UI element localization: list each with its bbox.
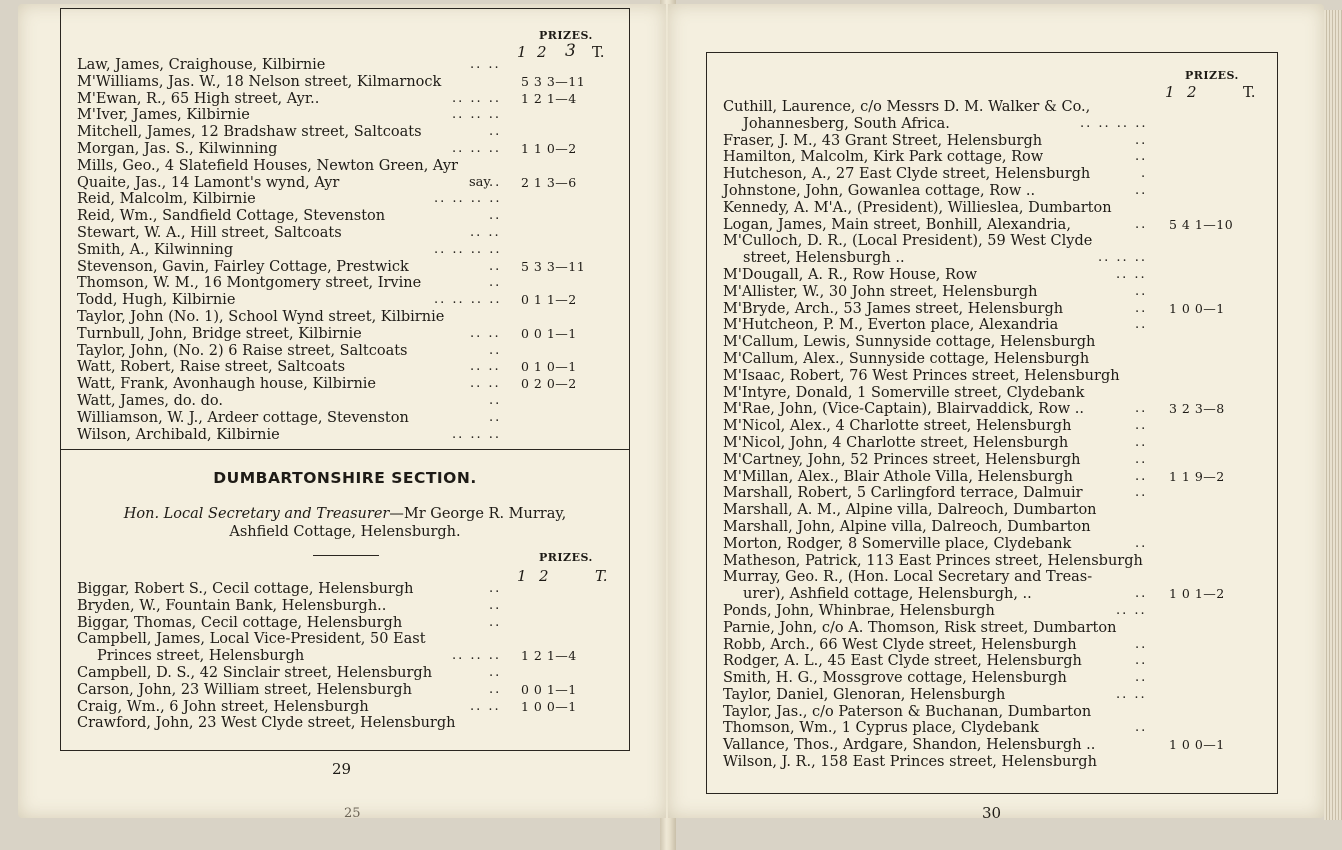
leader-dots: .. bbox=[1135, 283, 1148, 299]
entry-name: Taylor, Daniel, Glenoran, Helensburgh bbox=[723, 686, 1006, 703]
entry-name: Parnie, John, c/o A. Thomson, Risk street, Dumbarton bbox=[723, 619, 1117, 636]
col-total: T. bbox=[592, 43, 605, 61]
leader-dots: .. bbox=[489, 124, 502, 140]
entry-name: Turnbull, John, Bridge street, Kilbirnie bbox=[77, 325, 362, 342]
entry-name: Murray, Geo. R., (Hon. Local Secretary and Treas- bbox=[723, 569, 1093, 586]
leader-dots: .. bbox=[489, 664, 502, 680]
section-col-1: 1 bbox=[517, 567, 527, 585]
list-entry bbox=[723, 485, 1148, 502]
leader-dots: .. .. bbox=[470, 698, 501, 714]
entry-name: Todd, Hugh, Kilbirnie bbox=[77, 292, 236, 309]
prize-count: 1 2 1—4 bbox=[521, 90, 577, 106]
entry-name: Marshall, Robert, 5 Carlingford terrace, Dalmuir bbox=[723, 485, 1083, 502]
list-entry bbox=[77, 715, 456, 732]
entry-name: Quaite, Jas., 14 Lamont's wynd, Ayr bbox=[77, 174, 340, 191]
entry-name: M'Allister, W., 30 John street, Helensburgh bbox=[723, 283, 1038, 300]
leader-dots: .. .. .. .. bbox=[1080, 115, 1148, 131]
entry-name: Reid, Malcolm, Kilbirnie bbox=[77, 191, 256, 208]
list-entry bbox=[723, 317, 1148, 334]
list-entry bbox=[723, 619, 1117, 637]
leader-dots: .. bbox=[489, 581, 502, 596]
list-entry bbox=[723, 149, 1148, 166]
list-entry bbox=[723, 300, 1225, 318]
list-entry bbox=[77, 698, 577, 716]
list-entry bbox=[77, 581, 502, 598]
leader-dots: .. bbox=[489, 681, 502, 697]
entry-name: Wilson, J. R., 158 East Princes street, Helensburgh bbox=[723, 754, 1097, 771]
entry-name: M'Isaac, Robert, 76 West Princes street, Helensburgh bbox=[723, 367, 1120, 384]
leader-dots: .. bbox=[1135, 401, 1148, 417]
entry-name: Williamson, W. J., Ardeer cottage, Stevenston bbox=[77, 409, 409, 426]
list-entry bbox=[723, 535, 1148, 553]
entry-name: M'Nicol, John, 4 Charlotte street, Helensburgh bbox=[723, 434, 1069, 451]
leader-dots: .. bbox=[1135, 468, 1148, 484]
entry-name: M'Bryde, Arch., 53 James street, Helensburgh bbox=[723, 300, 1064, 317]
leader-dots: .. bbox=[1135, 182, 1148, 198]
entry-name: urer), Ashfield cottage, Helensburgh, .. bbox=[743, 586, 1032, 603]
leader-dots: .. bbox=[1135, 720, 1148, 736]
leader-dots: .. bbox=[489, 342, 502, 358]
prize-count: 0 0 1—1 bbox=[521, 325, 577, 341]
entry-name: M'Cartney, John, 52 Princes street, Helensburgh bbox=[723, 451, 1081, 468]
leader-dots: .. bbox=[1135, 149, 1148, 165]
entry-name: Bryden, W., Fountain Bank, Helensburgh.. bbox=[77, 597, 387, 614]
list-entry bbox=[723, 552, 1143, 570]
list-entry bbox=[723, 670, 1148, 687]
entry-name: Taylor, John (No. 1), School Wynd street, Kilbirnie bbox=[77, 308, 445, 325]
leader-dots: .. bbox=[1135, 535, 1148, 551]
entry-name: Thomson, W. M., 16 Montgomery street, Irvine bbox=[77, 275, 422, 292]
list-entry bbox=[77, 664, 502, 682]
leader-dots: . bbox=[1141, 166, 1148, 182]
list-entry bbox=[723, 468, 1225, 486]
entry-name: M'Intyre, Donald, 1 Somerville street, Clydebank bbox=[723, 384, 1085, 401]
prize-count: 0 1 0—1 bbox=[521, 359, 577, 375]
page-number-left: 29 bbox=[332, 760, 352, 778]
short-divider bbox=[313, 555, 379, 556]
list-entry bbox=[723, 182, 1148, 200]
section-col-2: 2 bbox=[539, 567, 549, 585]
entry-name: Smith, H. G., Mossgrove cottage, Helensburgh bbox=[723, 670, 1067, 687]
leader-dots: .. bbox=[489, 392, 502, 408]
page-number-shadow: 25 bbox=[344, 806, 361, 821]
leader-dots: .. .. bbox=[470, 376, 501, 392]
list-entry bbox=[723, 401, 1225, 418]
page-edges bbox=[1324, 10, 1342, 820]
list-entry bbox=[723, 502, 1097, 519]
entry-name: Morgan, Jas. S., Kilwinning bbox=[77, 140, 278, 157]
list-entry bbox=[723, 636, 1148, 654]
list-entry bbox=[723, 250, 1148, 267]
list-entry bbox=[723, 350, 1090, 368]
section-title: DUMBARTONSHIRE SECTION. bbox=[213, 469, 477, 487]
list-entry bbox=[723, 602, 1147, 620]
entry-name: Marshall, John, Alpine villa, Dalreoch, Dumbarton bbox=[723, 518, 1091, 535]
list-entry bbox=[723, 737, 1225, 754]
list-entry bbox=[723, 334, 1096, 351]
entry-name: Mitchell, James, 12 Bradshaw street, Saltcoats bbox=[77, 124, 422, 141]
leader-dots: .. bbox=[1135, 670, 1148, 686]
prizes-header: PRIZES. bbox=[539, 29, 593, 42]
entry-name: M'Dougall, A. R., Row House, Row bbox=[723, 266, 978, 283]
prizes-header-right: PRIZES. bbox=[1185, 69, 1239, 82]
col-total-right: T. bbox=[1243, 83, 1256, 101]
leader-dots: .. bbox=[1135, 434, 1148, 450]
list-entry bbox=[77, 681, 577, 699]
entry-name: M'Callum, Lewis, Sunnyside cottage, Helensburgh bbox=[723, 334, 1096, 351]
entry-name: Campbell, James, Local Vice-President, 50 East bbox=[77, 631, 426, 648]
entry-name: Robb, Arch., 66 West Clyde street, Helensburgh bbox=[723, 636, 1077, 653]
col-1: 1 bbox=[517, 43, 527, 61]
list-entry bbox=[77, 648, 577, 665]
entry-name: Watt, James, do. do. bbox=[77, 392, 223, 409]
prize-count: 1 0 0—1 bbox=[1169, 300, 1225, 316]
prize-count: 1 2 1—4 bbox=[521, 648, 577, 664]
entry-name: Carson, John, 23 William street, Helensburgh bbox=[77, 681, 412, 698]
list-entry bbox=[723, 166, 1148, 183]
list-entry bbox=[723, 518, 1091, 536]
section-col-total: T. bbox=[595, 567, 608, 585]
entry-name: Stevenson, Gavin, Fairley Cottage, Prestwick bbox=[77, 258, 409, 275]
list-entry bbox=[723, 451, 1148, 469]
entry-name: M'Culloch, D. R., (Local President), 59 West Clyde bbox=[723, 233, 1093, 250]
col-3: 3 bbox=[565, 41, 576, 61]
entry-name: Johnstone, John, Gowanlea cottage, Row .. bbox=[723, 182, 1036, 199]
leader-dots: .. .. .. .. bbox=[434, 241, 502, 257]
prize-count: 5 3 3—11 bbox=[521, 258, 586, 274]
secretary-name: —Mr George R. Murray, bbox=[389, 506, 567, 522]
leader-dots: .. .. bbox=[1116, 686, 1147, 702]
col-2: 2 bbox=[537, 43, 547, 61]
prize-count: 1 0 0—1 bbox=[1169, 737, 1225, 753]
entry-name: M'Ewan, R., 65 High street, Ayr.. bbox=[77, 90, 320, 107]
entry-name: Vallance, Thos., Ardgare, Shandon, Helensburgh .. bbox=[723, 737, 1096, 754]
leader-dots: .. bbox=[489, 208, 502, 224]
leader-dots: .. bbox=[489, 614, 502, 630]
leader-dots: .. bbox=[1135, 586, 1148, 602]
list-entry bbox=[723, 703, 1092, 721]
list-entry bbox=[77, 614, 502, 632]
entry-name: Thomson, Wm., 1 Cyprus place, Clydebank bbox=[723, 720, 1039, 737]
list-entry bbox=[723, 132, 1148, 150]
list-entry bbox=[723, 754, 1097, 771]
leader-dots: .. .. bbox=[470, 224, 501, 240]
leader-dots: .. bbox=[1135, 300, 1148, 316]
list-entry bbox=[723, 384, 1085, 402]
entry-name: Marshall, A. M., Alpine villa, Dalreoch, Dumbarton bbox=[723, 502, 1097, 519]
leader-dots: .. bbox=[1135, 216, 1148, 232]
right-page-frame bbox=[706, 52, 1278, 794]
list-entry bbox=[77, 631, 426, 648]
entry-name: Hutcheson, A., 27 East Clyde street, Helensburgh bbox=[723, 166, 1091, 183]
leader-dots: .. bbox=[489, 597, 502, 613]
entry-name: Watt, Frank, Avonhaugh house, Kilbirnie bbox=[77, 376, 376, 393]
entry-name: Smith, A., Kilwinning bbox=[77, 241, 234, 258]
entry-name: Morton, Rodger, 8 Somerville place, Clydebank bbox=[723, 535, 1072, 552]
leader-dots: .. .. bbox=[470, 359, 501, 375]
leader-dots: .. .. .. .. bbox=[434, 292, 502, 308]
list-entry bbox=[723, 418, 1148, 435]
entry-name: Craig, Wm., 6 John street, Helensburgh bbox=[77, 698, 369, 715]
leader-dots: .. bbox=[1135, 485, 1148, 501]
entry-name: Kennedy, A. M'A., (President), Willieslea, Dumbarton bbox=[723, 199, 1112, 216]
section-prizes-header: PRIZES. bbox=[539, 551, 593, 564]
entry-name: Stewart, W. A., Hill street, Saltcoats bbox=[77, 224, 342, 241]
leader-dots: .. bbox=[1135, 653, 1148, 669]
leader-dots: .. .. bbox=[470, 325, 501, 341]
list-entry bbox=[723, 115, 1148, 133]
leader-dots: .. .. .. bbox=[452, 140, 502, 156]
entry-name: Fraser, J. M., 43 Grant Street, Helensburgh bbox=[723, 132, 1043, 149]
leader-dots: .. bbox=[1135, 636, 1148, 652]
secretary-role: Hon. Local Secretary and Treasurer bbox=[123, 506, 390, 522]
leader-dots: .. bbox=[489, 275, 502, 291]
entry-name: Campbell, D. S., 42 Sinclair street, Helensburgh bbox=[77, 664, 433, 681]
list-entry bbox=[723, 686, 1147, 704]
prize-count: 1 0 1—2 bbox=[1169, 586, 1225, 602]
col-2-right: 2 bbox=[1187, 83, 1197, 101]
leader-dots: .. .. .. bbox=[452, 648, 502, 664]
prize-count: 2 1 3—6 bbox=[521, 174, 577, 190]
list-entry bbox=[723, 720, 1148, 737]
entry-name: Logan, James, Main street, Bonhill, Alexandria, bbox=[723, 216, 1071, 233]
list-entry bbox=[723, 367, 1120, 385]
leader-dots: .. bbox=[1135, 132, 1148, 148]
entry-name: Law, James, Craighouse, Kilbirnie bbox=[77, 57, 326, 73]
page-left bbox=[18, 4, 666, 821]
prize-count: 5 3 3—11 bbox=[521, 73, 586, 89]
page-right bbox=[668, 4, 1324, 822]
entry-name: Biggar, Robert S., Cecil cottage, Helensburgh bbox=[77, 581, 414, 597]
leader-dots: .. .. .. .. bbox=[434, 191, 502, 207]
entry-name: Crawford, John, 23 West Clyde street, Helensburgh bbox=[77, 715, 456, 732]
entry-name: Wilson, Archibald, Kilbirnie bbox=[77, 426, 280, 443]
entry-name: M'Nicol, Alex., 4 Charlotte street, Helensburgh bbox=[723, 418, 1072, 435]
list-entry bbox=[723, 199, 1112, 217]
entry-name: Watt, Robert, Raise street, Saltcoats bbox=[77, 359, 346, 376]
section-member-list bbox=[77, 581, 577, 732]
leader-dots: .. .. .. bbox=[452, 107, 502, 123]
entry-note: say bbox=[469, 174, 491, 190]
leader-dots: .. bbox=[1135, 317, 1148, 333]
leader-dots: .. bbox=[489, 258, 502, 274]
leader-dots: .. .. .. bbox=[1098, 250, 1148, 266]
list-entry bbox=[723, 569, 1093, 586]
entry-name: Reid, Wm., Sandfield Cottage, Stevenston bbox=[77, 208, 386, 225]
entry-name: street, Helensburgh .. bbox=[743, 250, 905, 267]
list-entry bbox=[723, 233, 1093, 250]
prize-count: 1 1 0—2 bbox=[521, 140, 577, 156]
entry-name: M'Hutcheon, P. M., Everton place, Alexandria bbox=[723, 317, 1059, 334]
entry-name: Mills, Geo., 4 Slatefield Houses, Newton Green, Ayr bbox=[77, 157, 458, 174]
section-secretary-note bbox=[61, 505, 629, 523]
prize-count: 0 2 0—2 bbox=[521, 376, 577, 392]
entry-name: Matheson, Patrick, 113 East Princes street, Helensburgh bbox=[723, 552, 1143, 569]
prize-count: 1 0 0—1 bbox=[521, 698, 577, 714]
entry-name: Taylor, Jas., c/o Paterson & Buchanan, Dumbarton bbox=[723, 703, 1092, 720]
list-entry bbox=[77, 597, 502, 615]
entry-name: Johannesberg, South Africa. bbox=[743, 115, 950, 132]
leader-dots: .. .. bbox=[470, 57, 501, 72]
entry-name: Rodger, A. L., 45 East Clyde street, Helensburgh bbox=[723, 653, 1082, 670]
leader-dots: .. .. bbox=[1116, 266, 1147, 282]
list-entry bbox=[723, 216, 1234, 234]
entry-name: M'Millan, Alex., Blair Athole Villa, Helensburgh bbox=[723, 468, 1073, 485]
list-entry bbox=[723, 266, 1147, 284]
section-divider bbox=[61, 449, 629, 450]
list-entry bbox=[723, 653, 1148, 670]
prize-count: 3 2 3—8 bbox=[1169, 401, 1225, 417]
entry-name: M'Rae, John, (Vice-Captain), Blairvaddick, Row .. bbox=[723, 401, 1084, 418]
list-entry bbox=[723, 283, 1148, 301]
leader-dots: .. bbox=[1135, 451, 1148, 467]
leader-dots: .. .. .. bbox=[452, 90, 502, 106]
entry-name: Biggar, Thomas, Cecil cottage, Helensburgh bbox=[77, 614, 403, 631]
page-number-right: 30 bbox=[982, 804, 1002, 822]
entry-name: Cuthill, Laurence, c/o Messrs D. M. Walker & Co., bbox=[723, 99, 1091, 115]
prize-count: 5 4 1—10 bbox=[1169, 216, 1234, 232]
entry-name: M'Callum, Alex., Sunnyside cottage, Helensburgh bbox=[723, 350, 1090, 367]
entry-name: Hamilton, Malcolm, Kirk Park cottage, Row bbox=[723, 149, 1044, 166]
entry-name: Taylor, John, (No. 2) 6 Raise street, Saltcoats bbox=[77, 342, 408, 359]
secretary-address: Ashfield Cottage, Helensburgh. bbox=[229, 524, 461, 540]
leader-dots: .. bbox=[1135, 418, 1148, 434]
leader-dots: .. bbox=[489, 409, 502, 425]
member-list-right bbox=[723, 99, 1234, 771]
entry-name: M'Iver, James, Kilbirnie bbox=[77, 107, 250, 124]
left-page-frame bbox=[60, 8, 630, 751]
list-entry bbox=[723, 434, 1148, 452]
list-entry bbox=[723, 99, 1091, 116]
leader-dots: .. bbox=[489, 174, 502, 190]
col-1-right: 1 bbox=[1165, 83, 1175, 101]
prize-count: 1 1 9—2 bbox=[1169, 468, 1225, 484]
entry-name: Princes street, Helensburgh bbox=[97, 648, 305, 665]
prize-count: 0 1 1—2 bbox=[521, 292, 577, 308]
leader-dots: .. .. .. bbox=[452, 426, 502, 442]
entry-name: M'Williams, Jas. W., 18 Nelson street, Kilmarnock bbox=[77, 73, 442, 90]
prize-count: 0 0 1—1 bbox=[521, 681, 577, 697]
entry-name: Ponds, John, Whinbrae, Helensburgh bbox=[723, 602, 995, 619]
leader-dots: .. .. bbox=[1116, 602, 1147, 618]
list-entry bbox=[723, 586, 1225, 603]
